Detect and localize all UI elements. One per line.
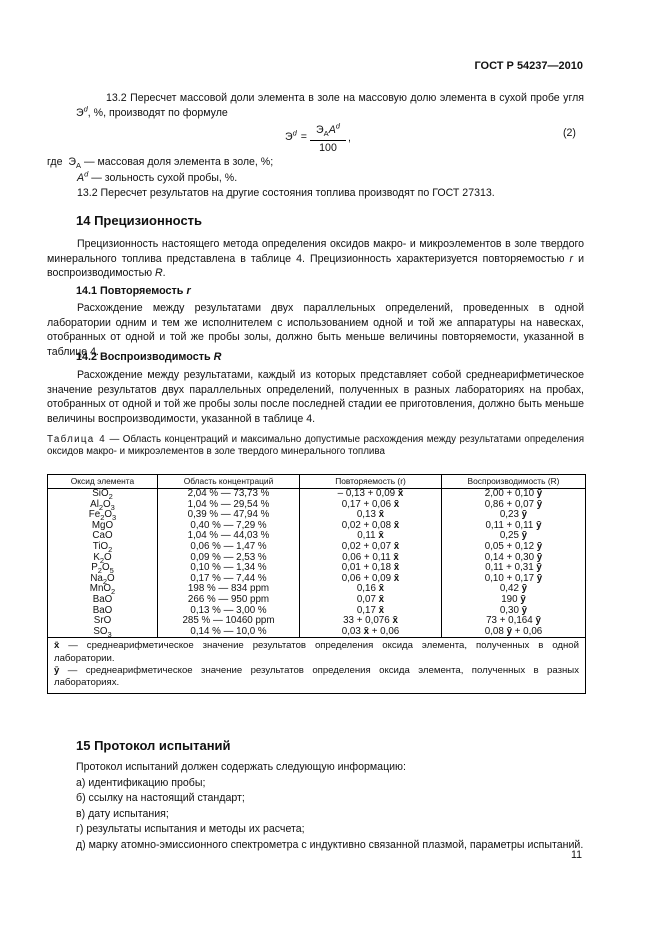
ash-symbol: Э xyxy=(76,106,84,119)
formula-numerator xyxy=(310,121,346,139)
list-item: д) марку атомно-эмиссионного спектрометра с индуктивно связанной плазмой, параметры испытаний. xyxy=(76,838,584,851)
page-number: 11 xyxy=(571,849,582,861)
oxide-sub: 2 xyxy=(97,566,102,576)
y-bar-symbol: ȳ xyxy=(536,488,543,499)
y-bar-symbol: ȳ xyxy=(536,540,543,552)
x-bar-symbol: x̄ xyxy=(378,604,385,616)
list-item: г) результаты испытания и методы их расчета; xyxy=(76,823,305,835)
x-bar-symbol: x̄ xyxy=(397,488,404,499)
repeatability-value: 33 + 0,076 xyxy=(343,615,390,627)
reproducibility-value: 2,00 + 0,10 xyxy=(484,488,535,499)
paragraph-14 xyxy=(47,237,584,281)
x-bar-symbol: x̄ xyxy=(393,519,400,531)
legend-row-2 xyxy=(47,168,495,187)
oxide-formula: TiO xyxy=(92,540,109,552)
note-y-text: — среднеарифметическое значение результатов определения оксида элемента, полученных в разных лабораториях. xyxy=(54,664,579,689)
cell-reproducibility xyxy=(442,627,586,638)
legend-sym-2: A xyxy=(77,171,85,184)
oxide-formula: MnO xyxy=(89,583,112,595)
oxide-sub: 2 xyxy=(108,491,113,501)
repeatability-value: 0,13 xyxy=(356,509,376,521)
x-bar-symbol: x̄ xyxy=(393,551,399,563)
legend-text-1: — массовая доля элемента в золе, %; xyxy=(81,156,274,168)
oxide-formula: SO xyxy=(93,625,108,637)
y-bar-symbol: ȳ xyxy=(520,593,526,605)
cell-oxide xyxy=(48,627,158,638)
standard-header: ГОСТ Р 54237—2010 xyxy=(474,60,583,72)
fraction-line xyxy=(310,140,346,141)
table-4-caption xyxy=(47,434,584,459)
oxide-formula: K xyxy=(93,551,100,563)
repeatability-value: 0,02 + 0,07 xyxy=(341,540,392,552)
section-15-title: 15 Протокол испытаний xyxy=(76,738,231,753)
note-y xyxy=(54,665,579,690)
symbol-r: r xyxy=(569,252,574,265)
oxide-formula: BaO xyxy=(92,604,113,616)
oxide-formula: SiO xyxy=(92,488,109,499)
paragraph-14-1: Расхождение между результатами двух параллельных определений, проведенных в одной лаборатории одним и тем же исполнителем с использованием одной и той же аппаратуры на навесках, отобранных от одной и той же пробы золы, должно быть меньше величины повторяемости, указанной в таблице 4. xyxy=(47,302,584,358)
formula-num-a: A xyxy=(328,124,336,136)
concentration-range: 2,04 % — 73,73 % xyxy=(187,488,270,499)
list-item: в) дату испытания; xyxy=(76,807,169,820)
repeatability-value: – 0,13 + 0,09 xyxy=(337,488,396,499)
list-item: б) ссылку на настоящий стандарт; xyxy=(76,792,245,804)
x-bar-symbol: x̄ xyxy=(393,498,400,510)
oxide-sub: 3 xyxy=(107,629,112,639)
formula-num-sup: d xyxy=(335,121,340,131)
oxide-formula: CaO xyxy=(92,530,113,542)
x-bar-symbol: x̄ xyxy=(393,572,400,584)
repeatability-value: 0,06 + 0,09 xyxy=(341,572,392,584)
oxide-formula: Al xyxy=(90,498,99,510)
symbol-R: R xyxy=(155,267,163,279)
formula-legend xyxy=(47,155,495,202)
x-bar-symbol: x̄ xyxy=(378,583,385,595)
note-y-symbol: ȳ xyxy=(54,664,60,676)
cell-oxide xyxy=(48,542,158,553)
oxide-formula-2: O xyxy=(104,509,113,521)
reproducibility-value: 73 + 0,164 xyxy=(486,615,533,627)
section-13-2 xyxy=(76,91,584,120)
formula-lhs: Э xyxy=(285,131,293,143)
col-header-oxide: Оксид элемента xyxy=(48,475,158,489)
concentration-range: 0,39 % — 47,94 % xyxy=(187,509,270,521)
oxide-sub: 2 xyxy=(98,502,104,512)
oxide-sub: 2 xyxy=(100,513,105,523)
col-header-range: Область концентраций xyxy=(158,475,300,489)
reproducibility-value: 0,11 + 0,31 xyxy=(485,562,534,574)
oxide-formula: MgO xyxy=(91,519,114,531)
formula-comma: , xyxy=(348,132,351,144)
legend-text-2: — зольность сухой пробы, %. xyxy=(88,171,238,184)
section-14-2-label: 14.2 Воспроизводимость xyxy=(76,351,211,363)
y-bar-symbol: ȳ xyxy=(536,572,543,584)
col-header-repeatability: Повторяемость (r) xyxy=(300,475,442,489)
concentration-range: 285 % — 10460 ppm xyxy=(182,615,275,627)
oxide-formula: BaO xyxy=(92,593,113,605)
table-4-caption-text: — Область концентраций и максимально допустимые расхождения между результатами определения оксидов макро- и микроэлементов в золе твердого минерального топлива xyxy=(47,434,584,458)
repeatability-value: 0,16 xyxy=(356,583,376,595)
oxide-sub-2: 3 xyxy=(112,513,117,523)
formula-equals: = xyxy=(300,131,307,143)
formula-num-e: Э xyxy=(316,124,324,136)
reproducibility-tail: + 0,06 xyxy=(512,625,543,637)
formula-number: (2) xyxy=(563,127,576,139)
reproducibility-value: 0,10 + 0,17 xyxy=(484,572,535,584)
paragraph-14-end: . xyxy=(162,267,166,279)
table-4-notes xyxy=(47,638,586,693)
oxide-formula: Fe xyxy=(88,509,101,521)
paragraph-13-2 xyxy=(76,91,584,120)
table-4 xyxy=(47,474,586,694)
section-14-2-body xyxy=(47,368,584,426)
reproducibility-value: 0,05 + 0,12 xyxy=(484,540,535,552)
section-15-intro: Протокол испытаний должен содержать следующую информацию: xyxy=(76,761,406,773)
note-x xyxy=(54,640,579,665)
oxide-sub: 2 xyxy=(108,544,113,554)
y-bar-symbol: ȳ xyxy=(521,583,528,595)
x-bar-symbol: x̄ xyxy=(393,540,400,552)
section-14-1-title xyxy=(76,285,191,297)
oxide-formula-2: O xyxy=(107,572,115,584)
legend-row-1 xyxy=(47,155,495,171)
repeatability-value: 0,02 + 0,08 xyxy=(341,519,392,531)
repeatability-value: 0,07 xyxy=(356,593,376,605)
reproducibility-value: 0,11 + 0,11 xyxy=(485,519,534,531)
repeatability-value: 0,17 + 0,06 xyxy=(341,498,392,510)
oxide-formula-2: O xyxy=(101,562,110,574)
reproducibility-value: 0,08 xyxy=(484,625,504,637)
cell-repeatability xyxy=(300,627,442,638)
reproducibility-value: 0,23 xyxy=(499,509,519,521)
repeatability-tail: + 0,06 xyxy=(369,625,400,637)
reproducibility-value: 190 xyxy=(501,593,518,605)
concentration-range: 0,10 % — 1,34 % xyxy=(190,562,267,574)
oxide-sub: 2 xyxy=(111,587,116,597)
table-4-label: Таблица 4 xyxy=(47,434,107,445)
reproducibility-value: 0,42 xyxy=(499,583,519,595)
repeatability-value: 0,01 + 0,18 xyxy=(341,562,392,574)
reproducibility-value: 0,86 + 0,07 xyxy=(484,498,535,510)
oxide-formula-2: O xyxy=(103,498,111,510)
y-bar-symbol: ȳ xyxy=(535,615,541,627)
y-bar-symbol: ȳ xyxy=(536,562,542,574)
y-bar-symbol: ȳ xyxy=(536,519,542,531)
repeatability-value: 0,11 xyxy=(357,530,376,542)
repeatability-value: 0,17 xyxy=(356,604,376,616)
y-bar-symbol: ȳ xyxy=(536,551,543,563)
ash-sup: d xyxy=(83,103,88,113)
table-row xyxy=(48,627,586,638)
legend-sym-1: Э xyxy=(68,156,76,168)
legend-sup-2: d xyxy=(84,168,89,178)
x-bar-symbol: x̄ xyxy=(378,530,384,542)
section-14-body xyxy=(47,237,584,281)
y-bar-symbol: ȳ xyxy=(506,625,513,637)
cell-range xyxy=(158,627,300,638)
x-bar-symbol: x̄ xyxy=(378,593,385,605)
paragraph-14-2: Расхождение между результатами, каждый из которых представляет собой среднеарифметическое значение результатов двух параллельных определений, полученных в разных лабораториях на пробах, отобранных от одной и той же пробы золы после последней стадии ее приготовления, должно быть меньше величины воспроизводимости, указанной в таблице 4. xyxy=(47,369,584,425)
list-item: а) идентификацию пробы; xyxy=(76,776,206,789)
x-bar-symbol: x̄ xyxy=(393,562,400,574)
concentration-range: 0,09 % — 2,53 % xyxy=(190,551,267,563)
paragraph-14-mid: и воспроизводимостью xyxy=(47,252,585,279)
oxide-sub-2: 5 xyxy=(109,566,114,576)
formula-denominator: 100 xyxy=(319,142,337,154)
oxide-formula: P xyxy=(91,562,98,574)
paragraph-13-2b: 13.2 Пересчет результатов на другие состояния топлива производят по ГОСТ 27313. xyxy=(77,187,495,199)
section-14-2-symbol: R xyxy=(213,351,222,363)
table-4-grid xyxy=(47,474,586,638)
section-14-2-title xyxy=(76,351,221,363)
table-header-row xyxy=(48,475,586,489)
paragraph-13-2-tail: , %, производят по формуле xyxy=(87,106,228,119)
oxide-sub: 2 xyxy=(102,576,108,586)
concentration-range: 1,04 % — 29,54 % xyxy=(187,498,270,510)
oxide-sub: 2 xyxy=(99,555,105,565)
y-bar-symbol: ȳ xyxy=(521,604,528,616)
reproducibility-value: 0,30 xyxy=(499,604,519,616)
repeatability-value: 0,03 xyxy=(341,625,361,637)
x-bar-symbol: x̄ xyxy=(363,625,370,637)
note-x-symbol: x̄ xyxy=(54,640,60,652)
oxide-formula: Na xyxy=(90,572,103,584)
y-bar-symbol: ȳ xyxy=(536,498,543,510)
legend-sub-1: А xyxy=(75,161,81,171)
formula-lhs-sup: d xyxy=(292,128,297,138)
concentration-range: 198 % — 834 ppm xyxy=(187,583,270,595)
concentration-range: 0,13 % — 3,00 % xyxy=(190,604,267,616)
oxide-sub-2: 3 xyxy=(110,502,115,512)
col-header-reproducibility: Воспроизводимость (R) xyxy=(442,475,586,489)
concentration-range: 0,17 % — 7,44 % xyxy=(190,572,267,584)
paragraph-14-text: Прецизионность настоящего метода определения оксидов макро- и микроэлементов в золе твердого минерального топлива представлена в таблице 4. Прецизионность характеризуется повторяемостью xyxy=(47,238,584,265)
paragraph-13-2-text: 13.2 Пересчет массовой доли элемента в золе на массовую долю элемента в сухой пробе угля xyxy=(106,92,584,104)
concentration-range: 0,40 % — 7,29 % xyxy=(190,519,267,531)
y-bar-symbol: ȳ xyxy=(521,530,528,542)
section-14-1-symbol: r xyxy=(186,285,191,297)
section-14-1-label: 14.1 Повторяемость xyxy=(76,285,184,297)
x-bar-symbol: x̄ xyxy=(392,615,398,627)
reproducibility-value: 0,25 xyxy=(499,530,519,542)
y-bar-symbol: ȳ xyxy=(521,509,528,521)
concentration-range: 266 % — 950 ppm xyxy=(187,593,270,605)
formula-num-sub: А xyxy=(323,129,329,139)
note-x-text: — среднеарифметическое значение результатов определения оксида элемента, полученных в одной лаборатории. xyxy=(54,640,579,664)
oxide-formula: SrO xyxy=(93,615,112,627)
reproducibility-value: 0,14 + 0,30 xyxy=(484,551,535,563)
oxide-formula-2: O xyxy=(104,551,112,563)
section-15-body xyxy=(76,760,586,853)
where-label: где xyxy=(47,156,63,168)
repeatability-value: 0,06 + 0,11 xyxy=(342,551,391,563)
concentration-range: 0,14 % — 10,0 % xyxy=(190,625,267,637)
concentration-range: 1,04 % — 44,03 % xyxy=(187,530,270,542)
x-bar-symbol: x̄ xyxy=(378,509,385,521)
section-14-title: 14 Прецизионность xyxy=(76,213,203,228)
cell-oxide xyxy=(48,500,158,511)
concentration-range: 0,06 % — 1,47 % xyxy=(190,540,267,552)
